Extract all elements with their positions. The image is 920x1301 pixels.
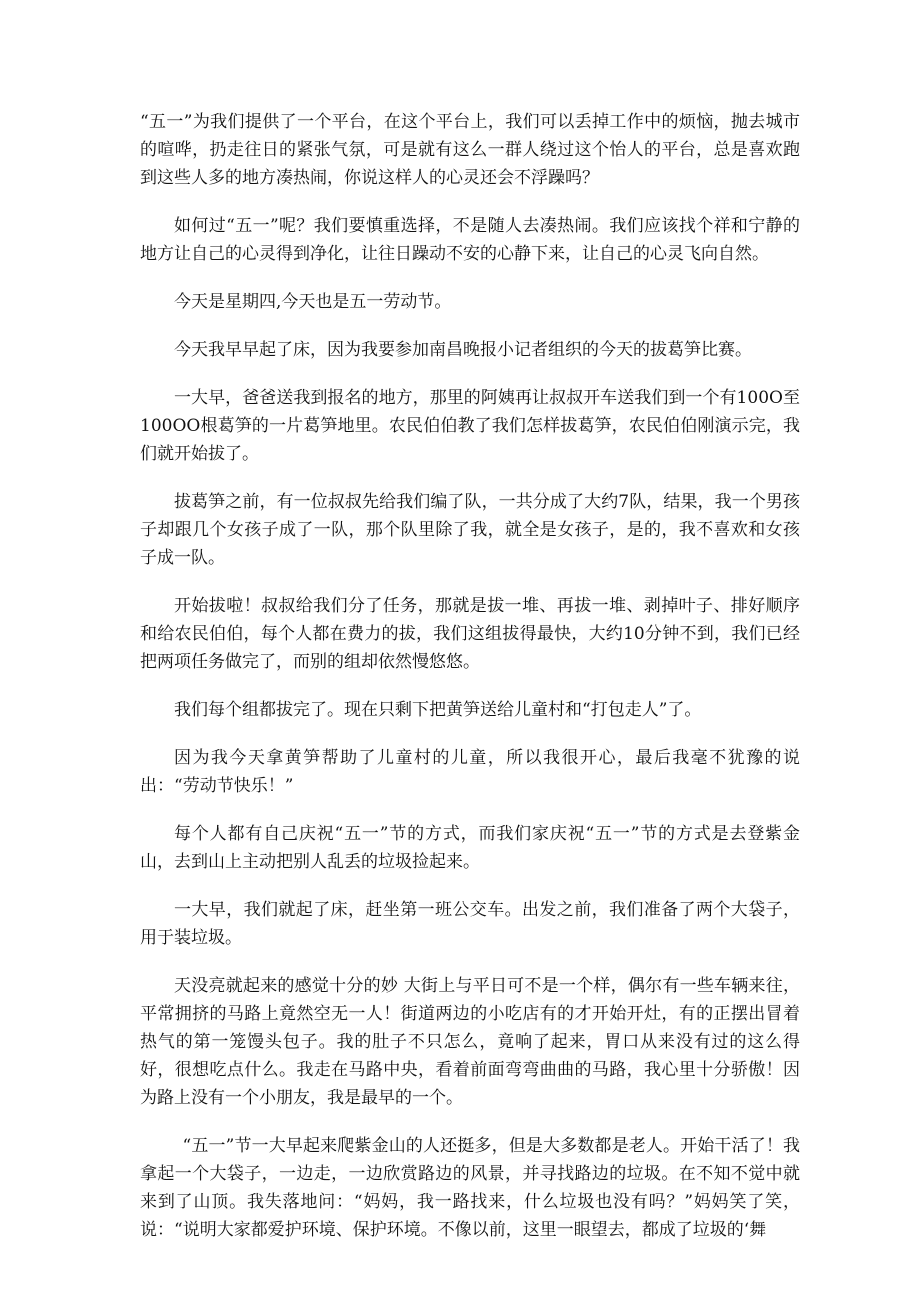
paragraph-4: 今天我早早起了床，因为我要参加南昌晚报小记者组织的今天的拔葛笋比赛。 [174, 340, 752, 360]
paragraph-5: 一大早，爸爸送我到报名的地方，那里的阿姨再让叔叔开车送我们到一个有100O至100OO根葛笋的一片葛笋地里。农民伯伯教了我们怎样拔葛笋，农民伯伯刚演示完，我们就开始拔了。 [140, 388, 800, 464]
paragraph-12: 天没亮就起来的感觉十分的妙 大街上与平日可不是一个样，偶尔有一些车辆来往，平常拥挤的马路上竟然空无一人！街道两边的小吃店有的才开始开灶，有的正摆出冒着热气的第一笼馒头包子。我的肚子不只怎么，竟响了起来，胃口从来没有过的这么得好，很想吃点什么。我走在马路中央，看着前面弯弯曲曲的马路，我心里十分骄傲！因为路上没有一个小朋友，我是最早的一个。 [140, 976, 800, 1108]
paragraph-2: 如何过“五一”呢？我们要慎重选择，不是随人去凑热闹。我们应该找个祥和宁静的地方让自己的心灵得到净化，让往日躁动不安的心静下来，让自己的心灵飞向自然。 [140, 216, 800, 264]
paragraph-7: 开始拔啦！叔叔给我们分了任务，那就是拔一堆、再拔一堆、剥掉叶子、排好顺序和给农民伯伯，每个人都在费力的拔，我们这组拔得最快，大约10分钟不到，我们已经把两项任务做完了，而别的组却依然慢悠悠。 [140, 596, 800, 672]
paragraph-10: 每个人都有自己庆祝“五一”节的方式，而我们家庆祝“五一”节的方式是去登紫金山，去到山上主动把别人乱丢的垃圾捡起来。 [140, 824, 800, 872]
paragraph-6: 拔葛笋之前，有一位叔叔先给我们编了队，一共分成了大约7队，结果，我一个男孩子却跟几个女孩子成了一队，那个队里除了我，就全是女孩子，是的，我不喜欢和女孩子成一队。 [140, 492, 800, 568]
paragraph-13: “五一”节一大早起来爬紫金山的人还挺多，但是大多数都是老人。开始干活了！我拿起一个大袋子，一边走，一边欣赏路边的风景，并寻找路边的垃圾。在不知不觉中就来到了山顶。我失落地问：“妈妈，我一路找来，什么垃圾也没有吗？”妈妈笑了笑，说：“说明大家都爱护环境、保护环境。不像以前，这里一眼望去，都成了垃圾的‘舞 [140, 1136, 800, 1240]
document-body [140, 108, 800, 1264]
paragraph-9: 因为我今天拿黄笋帮助了儿童村的儿童，所以我很开心，最后我毫不犹豫的说出：“劳动节快乐！” [140, 748, 800, 796]
paragraph-3: 今天是星期四,今天也是五一劳动节。 [174, 292, 452, 312]
paragraph-11: 一大早，我们就起了床，赶坐第一班公交车。出发之前，我们准备了两个大袋子，用于装垃圾。 [140, 900, 800, 948]
paragraph-1: “五一”为我们提供了一个平台，在这个平台上，我们可以丢掉工作中的烦恼，抛去城市的喧哗，扔走往日的紧张气氛，可是就有这么一群人绕过这个怡人的平台，总是喜欢跑到这些人多的地方凑热闹，你说这样人的心灵还会不浮躁吗？ [140, 112, 800, 188]
paragraph-8: 我们每个组都拔完了。现在只剩下把黄笋送给儿童村和“打包走人”了。 [174, 700, 702, 720]
